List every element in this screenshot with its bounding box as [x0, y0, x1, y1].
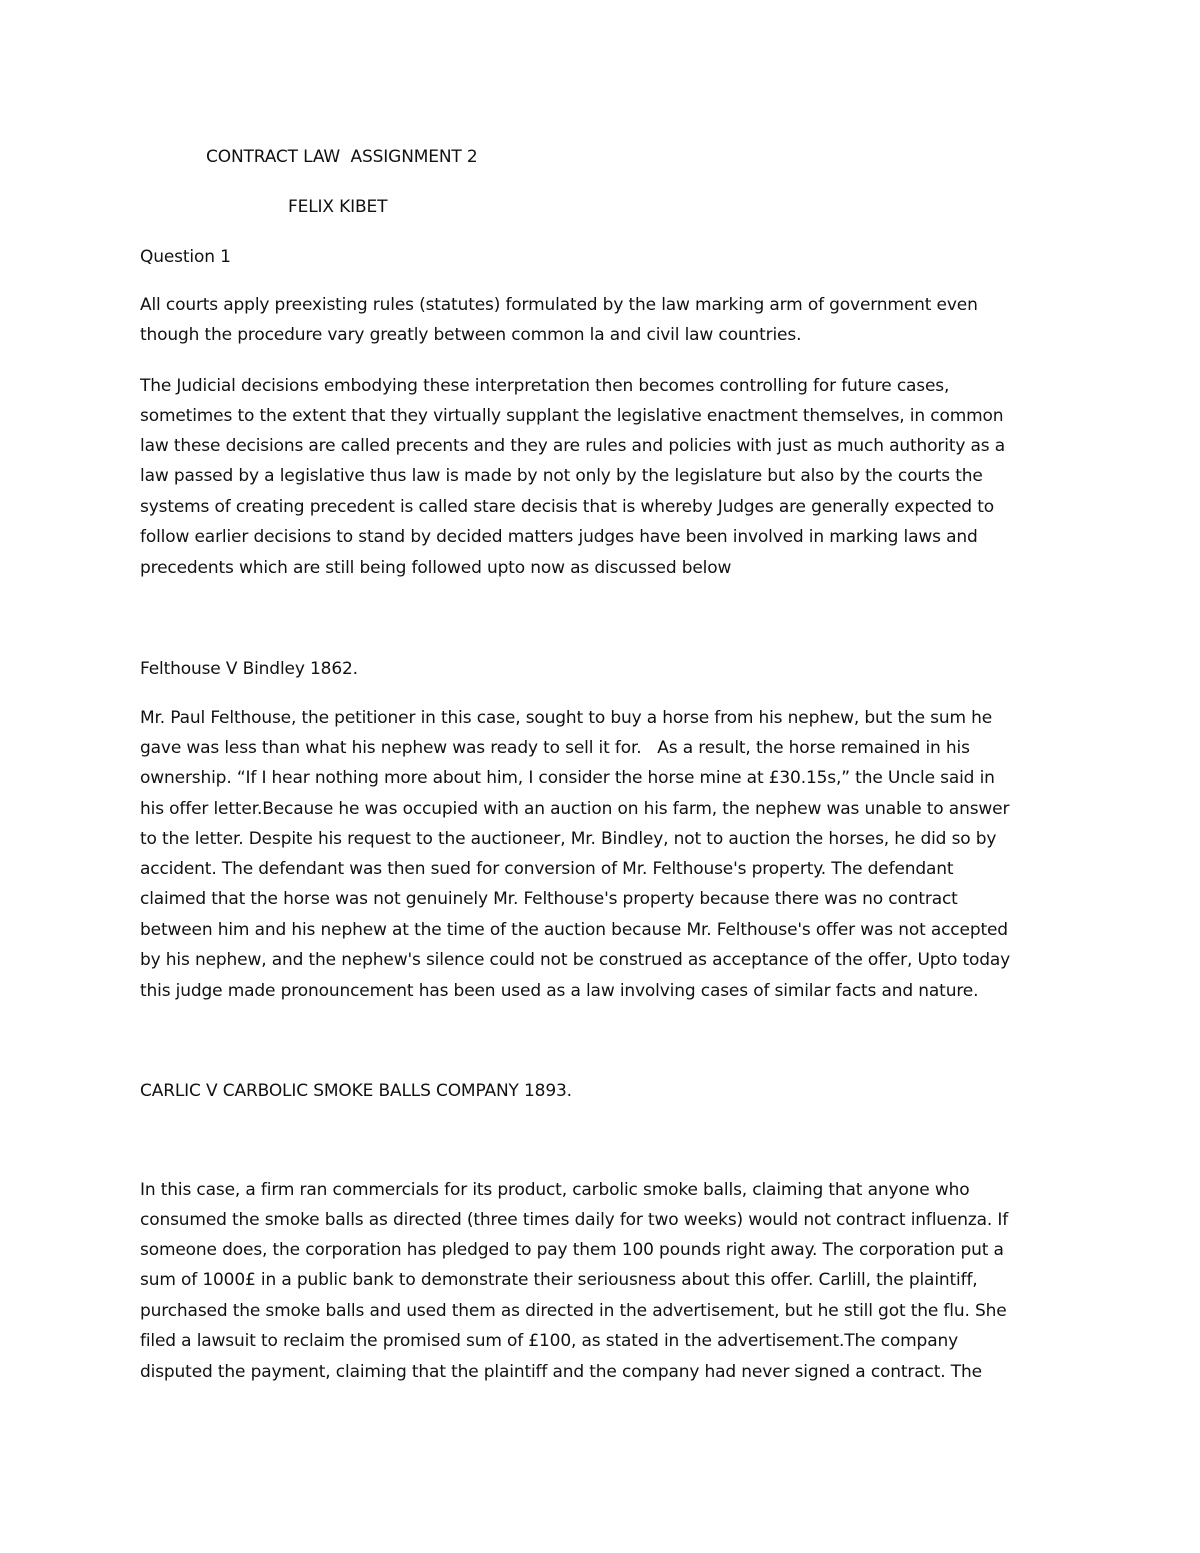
document-title: CONTRACT LAW ASSIGNMENT 2 [206, 147, 478, 167]
case-1-paragraph-line: accident. The defendant was then sued for conversion of Mr. Felthouse's property. The defendant [140, 859, 954, 879]
case-1-paragraph-line: claimed that the horse was not genuinely Mr. Felthouse's property because there was no contract [140, 889, 958, 909]
question-heading: Question 1 [140, 247, 231, 267]
case-2-paragraph-line: purchased the smoke balls and used them as directed in the advertisement, but he still got the flu. She [140, 1301, 1007, 1321]
intro-paragraph-2-line: systems of creating precedent is called stare decisis that is whereby Judges are generally expected to [140, 497, 994, 517]
case-2-paragraph-line: In this case, a firm ran commercials for its product, carbolic smoke balls, claiming that anyone who [140, 1180, 970, 1200]
case-2-paragraph-line: consumed the smoke balls as directed (three times daily for two weeks) would not contract influenza. If [140, 1210, 1009, 1230]
case-1-paragraph-line: gave was less than what his nephew was ready to sell it for. As a result, the horse remained in his [140, 738, 970, 758]
intro-paragraph-2-line: follow earlier decisions to stand by decided matters judges have been involved in marking laws and [140, 527, 978, 547]
author-name: FELIX KIBET [288, 197, 388, 217]
intro-paragraph-2-line: law these decisions are called precents and they are rules and policies with just as much authority as a [140, 436, 1006, 456]
case-2-paragraph-line: filed a lawsuit to reclaim the promised sum of £100, as stated in the advertisement.The company [140, 1331, 959, 1351]
case-2-paragraph-line: disputed the payment, claiming that the plaintiff and the company had never signed a contract. The [140, 1362, 982, 1382]
intro-paragraph-2-line: sometimes to the extent that they virtually supplant the legislative enactment themselves, in common [140, 406, 1004, 426]
case-1-paragraph-line: this judge made pronouncement has been used as a law involving cases of similar facts and nature. [140, 981, 979, 1001]
case-1-paragraph-line: his offer letter.Because he was occupied with an auction on his farm, the nephew was unable to answer [140, 799, 1010, 819]
case-2-paragraph-line: someone does, the corporation has pledged to pay them 100 pounds right away. The corporation put a [140, 1240, 1004, 1260]
intro-paragraph-2-line: law passed by a legislative thus law is made by not only by the legislature but also by the courts the [140, 466, 983, 486]
intro-paragraph-1-line: All courts apply preexisting rules (statutes) formulated by the law marking arm of government even [140, 295, 978, 315]
case-1-paragraph-line: ownership. “If I hear nothing more about him, I consider the horse mine at £30.15s,” the Uncle said in [140, 768, 995, 788]
case-1-paragraph-line: between him and his nephew at the time of the auction because Mr. Felthouse's offer was not accepted [140, 920, 1008, 940]
case-1-paragraph-line: to the letter. Despite his request to the auctioneer, Mr. Bindley, not to auction the horses, he did so by [140, 829, 997, 849]
intro-paragraph-2-line: precedents which are still being followed upto now as discussed below [140, 558, 732, 578]
case-2-heading: CARLIC V CARBOLIC SMOKE BALLS COMPANY 1893. [140, 1081, 572, 1101]
case-1-paragraph-line: by his nephew, and the nephew's silence could not be construed as acceptance of the offer, Upto today [140, 950, 1011, 970]
intro-paragraph-1-line: though the procedure vary greatly between common la and civil law countries. [140, 325, 802, 345]
case-1-heading: Felthouse V Bindley 1862. [140, 659, 358, 679]
intro-paragraph-2-line: The Judicial decisions embodying these interpretation then becomes controlling for future cases, [140, 376, 950, 396]
case-2-paragraph-line: sum of 1000£ in a public bank to demonstrate their seriousness about this offer. Carlill, the plaintiff, [140, 1270, 978, 1290]
case-1-paragraph-line: Mr. Paul Felthouse, the petitioner in this case, sought to buy a horse from his nephew, but the sum he [140, 708, 993, 728]
